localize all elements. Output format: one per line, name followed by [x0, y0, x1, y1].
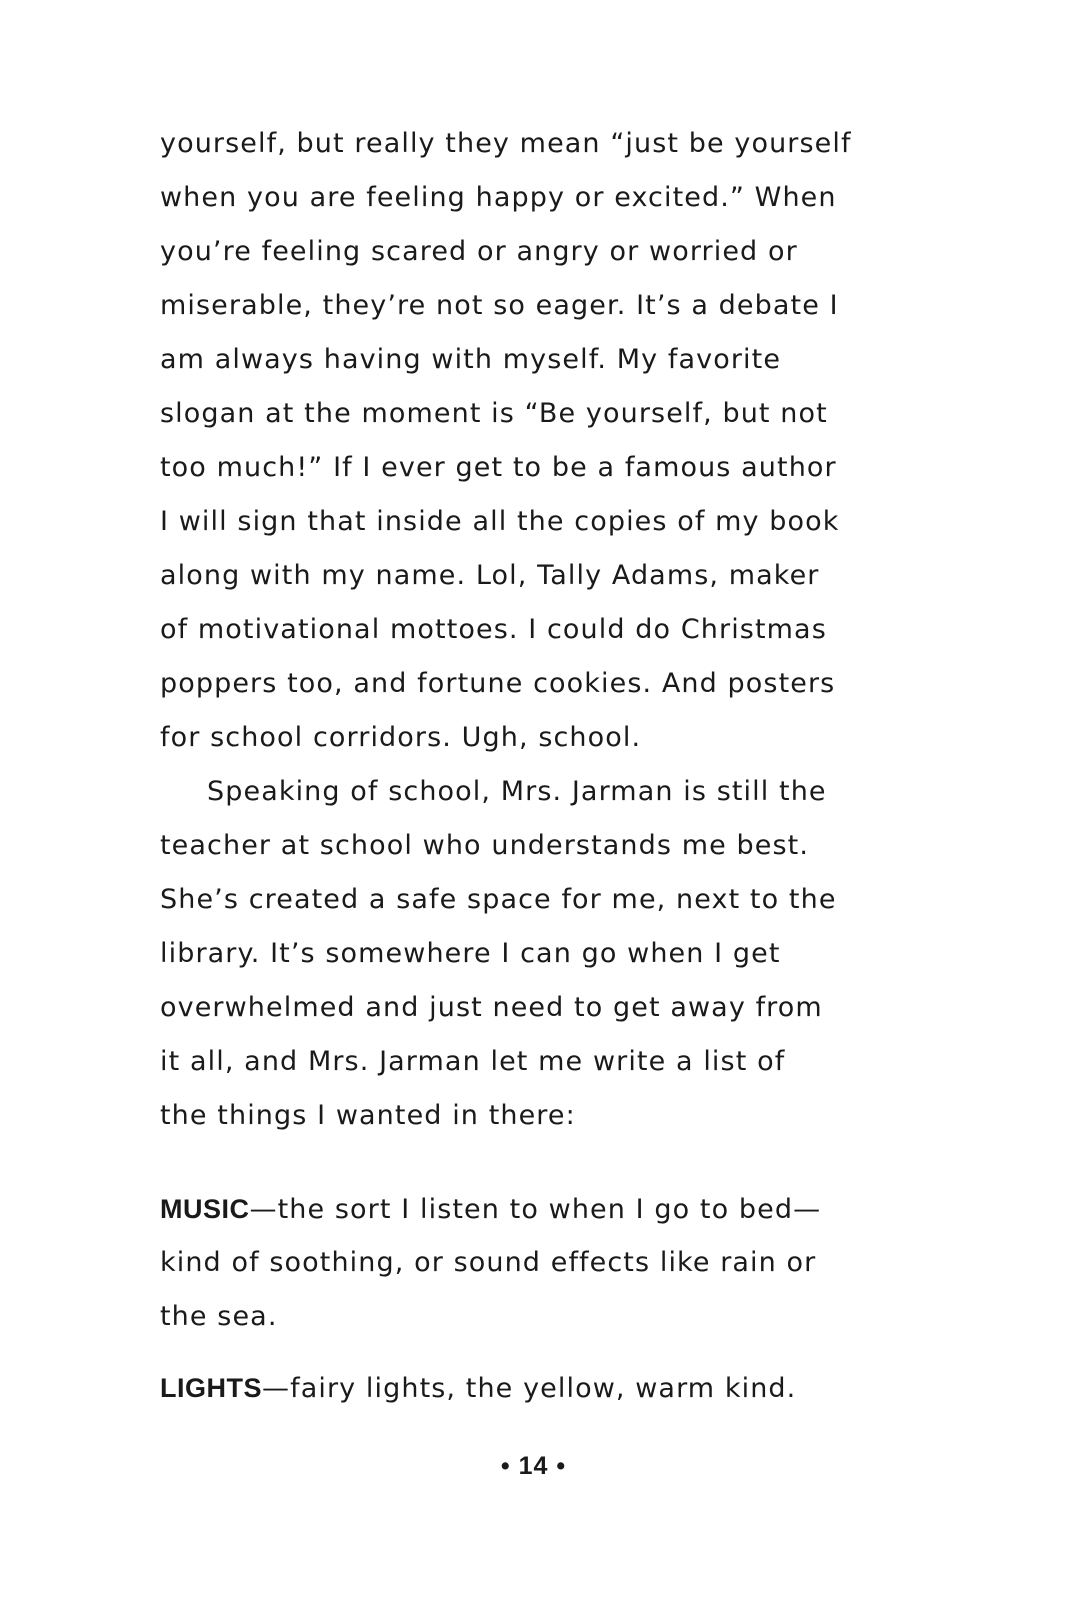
text-line: when you are feeling happy or excited.” When — [160, 182, 837, 213]
text-line: of motivational mottoes. I could do Christmas — [160, 614, 827, 645]
text-line: library. It’s somewhere I can go when I get — [160, 938, 781, 969]
text-line: overwhelmed and just need to get away from — [160, 992, 823, 1023]
text-line: for school corridors. Ugh, school. — [160, 722, 642, 753]
text-line: am always having with myself. My favorite — [160, 344, 782, 375]
list-term: MUSIC — [160, 1194, 250, 1224]
list-item-music — [160, 1192, 821, 1227]
text-line: I will sign that inside all the copies of my book — [160, 506, 840, 537]
text-line: it all, and Mrs. Jarman let me write a list of — [160, 1046, 786, 1077]
text-line: poppers too, and fortune cookies. And posters — [160, 668, 836, 699]
list-term: LIGHTS — [160, 1373, 262, 1403]
text-line: the sea. — [160, 1301, 278, 1332]
text-line: kind of soothing, or sound effects like rain or — [160, 1247, 817, 1278]
text-line: Speaking of school, Mrs. Jarman is still the — [207, 776, 827, 807]
text-line: the things I wanted in there: — [160, 1100, 576, 1131]
page-number: • 14 • — [500, 1452, 567, 1480]
text-line: slogan at the moment is “Be yourself, but not — [160, 398, 828, 429]
list-text: —the sort I listen to when I go to bed— — [249, 1194, 822, 1225]
text-line: miserable, they’re not so eager. It’s a debate I — [160, 290, 839, 321]
list-text: —fairy lights, the yellow, warm kind. — [262, 1373, 797, 1404]
list-item-lights — [160, 1371, 796, 1406]
text-line: you’re feeling scared or angry or worried or — [160, 236, 798, 267]
text-line: along with my name. Lol, Tally Adams, maker — [160, 560, 820, 591]
text-line: yourself, but really they mean “just be yourself — [160, 128, 852, 159]
text-line: teacher at school who understands me best. — [160, 830, 810, 861]
text-line: She’s created a safe space for me, next to the — [160, 884, 837, 915]
text-line: too much!” If I ever get to be a famous author — [160, 452, 837, 483]
